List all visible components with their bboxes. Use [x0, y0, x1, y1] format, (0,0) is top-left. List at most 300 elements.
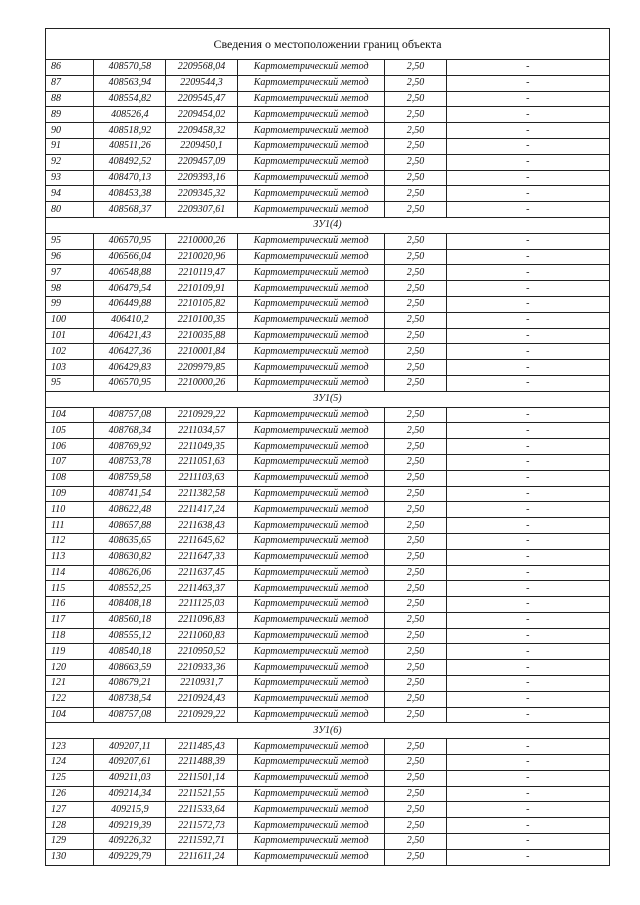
note-cell: -: [446, 834, 609, 850]
x-coordinate-cell: 409226,32: [94, 834, 166, 850]
x-coordinate-cell: 406429,83: [94, 360, 166, 376]
table-row: [46, 375, 610, 391]
note-cell: -: [446, 154, 609, 170]
x-coordinate-cell: 409219,39: [94, 818, 166, 834]
method-cell: Картометрический метод: [237, 312, 385, 328]
note-cell: -: [446, 107, 609, 123]
table-row: [46, 344, 610, 360]
accuracy-cell: 2,50: [385, 707, 446, 723]
table-row: [46, 123, 610, 139]
table-row: [46, 486, 610, 502]
method-cell: Картометрический метод: [237, 375, 385, 391]
table-row: [46, 502, 610, 518]
note-cell: -: [446, 518, 609, 534]
method-cell: Картометрический метод: [237, 533, 385, 549]
method-cell: Картометрический метод: [237, 107, 385, 123]
y-coordinate-cell: 2211521,55: [166, 786, 238, 802]
point-number-cell: 117: [46, 612, 94, 628]
y-coordinate-cell: 2210000,26: [166, 375, 238, 391]
y-coordinate-cell: 2210100,35: [166, 312, 238, 328]
x-coordinate-cell: 409211,03: [94, 770, 166, 786]
point-number-cell: 104: [46, 407, 94, 423]
y-coordinate-cell: 2209457,09: [166, 154, 238, 170]
table-row: [46, 786, 610, 802]
note-cell: -: [446, 296, 609, 312]
point-number-cell: 112: [46, 533, 94, 549]
method-cell: Картометрический метод: [237, 265, 385, 281]
y-coordinate-cell: 2211637,45: [166, 565, 238, 581]
point-number-cell: 130: [46, 849, 94, 865]
point-number-cell: 101: [46, 328, 94, 344]
table-row: [46, 60, 610, 76]
y-coordinate-cell: 2211647,33: [166, 549, 238, 565]
method-cell: Картометрический метод: [237, 549, 385, 565]
method-cell: Картометрический метод: [237, 281, 385, 297]
note-cell: -: [446, 170, 609, 186]
point-number-cell: 120: [46, 660, 94, 676]
y-coordinate-cell: 2209393,16: [166, 170, 238, 186]
method-cell: Картометрический метод: [237, 91, 385, 107]
y-coordinate-cell: 2209544,3: [166, 75, 238, 91]
x-coordinate-cell: 408738,54: [94, 691, 166, 707]
table-row: [46, 360, 610, 376]
boundary-coordinates-table: [45, 28, 610, 866]
accuracy-cell: 2,50: [385, 60, 446, 76]
point-number-cell: 98: [46, 281, 94, 297]
point-number-cell: 108: [46, 470, 94, 486]
section-label: ЗУ1(4): [46, 217, 610, 233]
point-number-cell: 113: [46, 549, 94, 565]
method-cell: Картометрический метод: [237, 344, 385, 360]
accuracy-cell: 2,50: [385, 770, 446, 786]
x-coordinate-cell: 406449,88: [94, 296, 166, 312]
table-row: [46, 154, 610, 170]
y-coordinate-cell: 2211533,64: [166, 802, 238, 818]
section-label: ЗУ1(6): [46, 723, 610, 739]
point-number-cell: 116: [46, 597, 94, 613]
table-row: [46, 265, 610, 281]
y-coordinate-cell: 2211485,43: [166, 739, 238, 755]
accuracy-cell: 2,50: [385, 344, 446, 360]
method-cell: Картометрический метод: [237, 581, 385, 597]
note-cell: -: [446, 60, 609, 76]
method-cell: Картометрический метод: [237, 233, 385, 249]
point-number-cell: 95: [46, 375, 94, 391]
y-coordinate-cell: 2209458,32: [166, 123, 238, 139]
point-number-cell: 119: [46, 644, 94, 660]
y-coordinate-cell: 2211051,63: [166, 454, 238, 470]
note-cell: -: [446, 265, 609, 281]
point-number-cell: 105: [46, 423, 94, 439]
point-number-cell: 90: [46, 123, 94, 139]
table-row: [46, 628, 610, 644]
table-row: [46, 849, 610, 865]
method-cell: Картометрический метод: [237, 75, 385, 91]
accuracy-cell: 2,50: [385, 533, 446, 549]
table-row: [46, 818, 610, 834]
document-page: [45, 28, 610, 866]
accuracy-cell: 2,50: [385, 470, 446, 486]
point-number-cell: 86: [46, 60, 94, 76]
method-cell: Картометрический метод: [237, 328, 385, 344]
x-coordinate-cell: 408757,08: [94, 407, 166, 423]
note-cell: -: [446, 328, 609, 344]
method-cell: Картометрический метод: [237, 60, 385, 76]
accuracy-cell: 2,50: [385, 755, 446, 771]
point-number-cell: 89: [46, 107, 94, 123]
point-number-cell: 121: [46, 676, 94, 692]
point-number-cell: 96: [46, 249, 94, 265]
point-number-cell: 95: [46, 233, 94, 249]
table-row: [46, 328, 610, 344]
table-row: [46, 296, 610, 312]
x-coordinate-cell: 406570,95: [94, 375, 166, 391]
x-coordinate-cell: 408663,59: [94, 660, 166, 676]
method-cell: Картометрический метод: [237, 755, 385, 771]
method-cell: Картометрический метод: [237, 486, 385, 502]
table-row: [46, 691, 610, 707]
y-coordinate-cell: 2211049,35: [166, 439, 238, 455]
point-number-cell: 123: [46, 739, 94, 755]
y-coordinate-cell: 2211611,24: [166, 849, 238, 865]
y-coordinate-cell: 2211125,03: [166, 597, 238, 613]
section-header-row: [46, 217, 610, 233]
table-row: [46, 170, 610, 186]
x-coordinate-cell: 408757,08: [94, 707, 166, 723]
accuracy-cell: 2,50: [385, 802, 446, 818]
method-cell: Картометрический метод: [237, 407, 385, 423]
y-coordinate-cell: 2211501,14: [166, 770, 238, 786]
accuracy-cell: 2,50: [385, 328, 446, 344]
note-cell: -: [446, 549, 609, 565]
x-coordinate-cell: 408657,88: [94, 518, 166, 534]
point-number-cell: 106: [46, 439, 94, 455]
table-row: [46, 107, 610, 123]
point-number-cell: 94: [46, 186, 94, 202]
x-coordinate-cell: 408408,18: [94, 597, 166, 613]
point-number-cell: 110: [46, 502, 94, 518]
point-number-cell: 122: [46, 691, 94, 707]
note-cell: -: [446, 755, 609, 771]
section-header-row: [46, 391, 610, 407]
accuracy-cell: 2,50: [385, 312, 446, 328]
note-cell: -: [446, 612, 609, 628]
y-coordinate-cell: 2210929,22: [166, 407, 238, 423]
y-coordinate-cell: 2210929,22: [166, 707, 238, 723]
point-number-cell: 87: [46, 75, 94, 91]
note-cell: -: [446, 423, 609, 439]
table-row: [46, 533, 610, 549]
note-cell: -: [446, 375, 609, 391]
x-coordinate-cell: 408626,06: [94, 565, 166, 581]
table-row: [46, 439, 610, 455]
y-coordinate-cell: 2211463,37: [166, 581, 238, 597]
table-row: [46, 676, 610, 692]
method-cell: Картометрический метод: [237, 644, 385, 660]
note-cell: -: [446, 439, 609, 455]
table-row: [46, 518, 610, 534]
accuracy-cell: 2,50: [385, 739, 446, 755]
x-coordinate-cell: 408470,13: [94, 170, 166, 186]
x-coordinate-cell: 408554,82: [94, 91, 166, 107]
point-number-cell: 128: [46, 818, 94, 834]
accuracy-cell: 2,50: [385, 628, 446, 644]
y-coordinate-cell: 2209979,85: [166, 360, 238, 376]
x-coordinate-cell: 408630,82: [94, 549, 166, 565]
method-cell: Картометрический метод: [237, 138, 385, 154]
method-cell: Картометрический метод: [237, 360, 385, 376]
y-coordinate-cell: 2211034,57: [166, 423, 238, 439]
x-coordinate-cell: 406566,04: [94, 249, 166, 265]
method-cell: Картометрический метод: [237, 249, 385, 265]
method-cell: Картометрический метод: [237, 770, 385, 786]
note-cell: -: [446, 186, 609, 202]
note-cell: -: [446, 597, 609, 613]
x-coordinate-cell: 409229,79: [94, 849, 166, 865]
point-number-cell: 80: [46, 202, 94, 218]
table-row: [46, 581, 610, 597]
note-cell: -: [446, 312, 609, 328]
table-row: [46, 312, 610, 328]
point-number-cell: 107: [46, 454, 94, 470]
method-cell: Картометрический метод: [237, 739, 385, 755]
accuracy-cell: 2,50: [385, 265, 446, 281]
method-cell: Картометрический метод: [237, 123, 385, 139]
x-coordinate-cell: 408560,18: [94, 612, 166, 628]
y-coordinate-cell: 2209450,1: [166, 138, 238, 154]
y-coordinate-cell: 2210020,96: [166, 249, 238, 265]
method-cell: Картометрический метод: [237, 454, 385, 470]
point-number-cell: 97: [46, 265, 94, 281]
point-number-cell: 88: [46, 91, 94, 107]
y-coordinate-cell: 2210924,43: [166, 691, 238, 707]
accuracy-cell: 2,50: [385, 170, 446, 186]
x-coordinate-cell: 408769,92: [94, 439, 166, 455]
y-coordinate-cell: 2210001,84: [166, 344, 238, 360]
point-number-cell: 91: [46, 138, 94, 154]
note-cell: -: [446, 533, 609, 549]
note-cell: -: [446, 249, 609, 265]
y-coordinate-cell: 2210105,82: [166, 296, 238, 312]
method-cell: Картометрический метод: [237, 628, 385, 644]
accuracy-cell: 2,50: [385, 818, 446, 834]
x-coordinate-cell: 408570,58: [94, 60, 166, 76]
x-coordinate-cell: 408622,48: [94, 502, 166, 518]
note-cell: -: [446, 502, 609, 518]
x-coordinate-cell: 409207,61: [94, 755, 166, 771]
note-cell: -: [446, 123, 609, 139]
note-cell: -: [446, 770, 609, 786]
note-cell: -: [446, 581, 609, 597]
method-cell: Картометрический метод: [237, 612, 385, 628]
x-coordinate-cell: 408555,12: [94, 628, 166, 644]
point-number-cell: 118: [46, 628, 94, 644]
accuracy-cell: 2,50: [385, 154, 446, 170]
note-cell: -: [446, 660, 609, 676]
note-cell: -: [446, 360, 609, 376]
point-number-cell: 102: [46, 344, 94, 360]
note-cell: -: [446, 454, 609, 470]
table-title: Сведения о местоположении границ объекта: [46, 29, 610, 60]
method-cell: Картометрический метод: [237, 565, 385, 581]
x-coordinate-cell: 408492,52: [94, 154, 166, 170]
x-coordinate-cell: 406421,43: [94, 328, 166, 344]
accuracy-cell: 2,50: [385, 423, 446, 439]
accuracy-cell: 2,50: [385, 518, 446, 534]
x-coordinate-cell: 408768,34: [94, 423, 166, 439]
note-cell: -: [446, 644, 609, 660]
y-coordinate-cell: 2211638,43: [166, 518, 238, 534]
method-cell: Картометрический метод: [237, 423, 385, 439]
accuracy-cell: 2,50: [385, 123, 446, 139]
point-number-cell: 93: [46, 170, 94, 186]
x-coordinate-cell: 406479,54: [94, 281, 166, 297]
point-number-cell: 115: [46, 581, 94, 597]
accuracy-cell: 2,50: [385, 454, 446, 470]
x-coordinate-cell: 408518,92: [94, 123, 166, 139]
x-coordinate-cell: 408526,4: [94, 107, 166, 123]
accuracy-cell: 2,50: [385, 849, 446, 865]
point-number-cell: 104: [46, 707, 94, 723]
table-row: [46, 755, 610, 771]
accuracy-cell: 2,50: [385, 138, 446, 154]
y-coordinate-cell: 2211645,62: [166, 533, 238, 549]
table-row: [46, 660, 610, 676]
note-cell: -: [446, 470, 609, 486]
table-row: [46, 138, 610, 154]
table-row: [46, 597, 610, 613]
note-cell: -: [446, 233, 609, 249]
point-number-cell: 114: [46, 565, 94, 581]
table-row: [46, 549, 610, 565]
y-coordinate-cell: 2211060,83: [166, 628, 238, 644]
method-cell: Картометрический метод: [237, 802, 385, 818]
method-cell: Картометрический метод: [237, 170, 385, 186]
table-row: [46, 739, 610, 755]
table-row: [46, 233, 610, 249]
table-row: [46, 770, 610, 786]
table-row: [46, 834, 610, 850]
note-cell: -: [446, 344, 609, 360]
note-cell: -: [446, 202, 609, 218]
point-number-cell: 103: [46, 360, 94, 376]
x-coordinate-cell: 409207,11: [94, 739, 166, 755]
point-number-cell: 129: [46, 834, 94, 850]
table-row: [46, 249, 610, 265]
x-coordinate-cell: 406570,95: [94, 233, 166, 249]
accuracy-cell: 2,50: [385, 786, 446, 802]
point-number-cell: 126: [46, 786, 94, 802]
point-number-cell: 109: [46, 486, 94, 502]
accuracy-cell: 2,50: [385, 360, 446, 376]
method-cell: Картометрический метод: [237, 834, 385, 850]
accuracy-cell: 2,50: [385, 186, 446, 202]
accuracy-cell: 2,50: [385, 407, 446, 423]
table-row: [46, 75, 610, 91]
y-coordinate-cell: 2211572,73: [166, 818, 238, 834]
note-cell: -: [446, 407, 609, 423]
note-cell: -: [446, 565, 609, 581]
section-header-row: [46, 723, 610, 739]
y-coordinate-cell: 2211103,63: [166, 470, 238, 486]
accuracy-cell: 2,50: [385, 644, 446, 660]
method-cell: Картометрический метод: [237, 786, 385, 802]
note-cell: -: [446, 486, 609, 502]
x-coordinate-cell: 408563,94: [94, 75, 166, 91]
y-coordinate-cell: 2210119,47: [166, 265, 238, 281]
y-coordinate-cell: 2209568,04: [166, 60, 238, 76]
y-coordinate-cell: 2210035,88: [166, 328, 238, 344]
method-cell: Картометрический метод: [237, 691, 385, 707]
note-cell: -: [446, 691, 609, 707]
note-cell: -: [446, 849, 609, 865]
method-cell: Картометрический метод: [237, 597, 385, 613]
table-row: [46, 91, 610, 107]
table-row: [46, 565, 610, 581]
accuracy-cell: 2,50: [385, 612, 446, 628]
point-number-cell: 99: [46, 296, 94, 312]
method-cell: Картометрический метод: [237, 502, 385, 518]
x-coordinate-cell: 408635,65: [94, 533, 166, 549]
point-number-cell: 100: [46, 312, 94, 328]
accuracy-cell: 2,50: [385, 597, 446, 613]
accuracy-cell: 2,50: [385, 375, 446, 391]
method-cell: Картометрический метод: [237, 202, 385, 218]
accuracy-cell: 2,50: [385, 486, 446, 502]
table-row: [46, 281, 610, 297]
x-coordinate-cell: 408453,38: [94, 186, 166, 202]
method-cell: Картометрический метод: [237, 849, 385, 865]
accuracy-cell: 2,50: [385, 676, 446, 692]
note-cell: -: [446, 75, 609, 91]
accuracy-cell: 2,50: [385, 75, 446, 91]
note-cell: -: [446, 281, 609, 297]
y-coordinate-cell: 2211382,58: [166, 486, 238, 502]
x-coordinate-cell: 408552,25: [94, 581, 166, 597]
x-coordinate-cell: 406548,88: [94, 265, 166, 281]
note-cell: -: [446, 138, 609, 154]
method-cell: Картометрический метод: [237, 154, 385, 170]
accuracy-cell: 2,50: [385, 565, 446, 581]
method-cell: Картометрический метод: [237, 818, 385, 834]
note-cell: -: [446, 676, 609, 692]
accuracy-cell: 2,50: [385, 834, 446, 850]
y-coordinate-cell: 2210950,52: [166, 644, 238, 660]
note-cell: -: [446, 707, 609, 723]
point-number-cell: 127: [46, 802, 94, 818]
y-coordinate-cell: 2209307,61: [166, 202, 238, 218]
method-cell: Картометрический метод: [237, 186, 385, 202]
accuracy-cell: 2,50: [385, 91, 446, 107]
x-coordinate-cell: 409215,9: [94, 802, 166, 818]
accuracy-cell: 2,50: [385, 202, 446, 218]
x-coordinate-cell: 408568,37: [94, 202, 166, 218]
note-cell: -: [446, 91, 609, 107]
note-cell: -: [446, 628, 609, 644]
accuracy-cell: 2,50: [385, 281, 446, 297]
accuracy-cell: 2,50: [385, 233, 446, 249]
x-coordinate-cell: 408759,58: [94, 470, 166, 486]
x-coordinate-cell: 406410,2: [94, 312, 166, 328]
note-cell: -: [446, 802, 609, 818]
section-label: ЗУ1(5): [46, 391, 610, 407]
note-cell: -: [446, 818, 609, 834]
note-cell: -: [446, 739, 609, 755]
y-coordinate-cell: 2210933,36: [166, 660, 238, 676]
y-coordinate-cell: 2210931,7: [166, 676, 238, 692]
x-coordinate-cell: 406427,36: [94, 344, 166, 360]
table-row: [46, 202, 610, 218]
